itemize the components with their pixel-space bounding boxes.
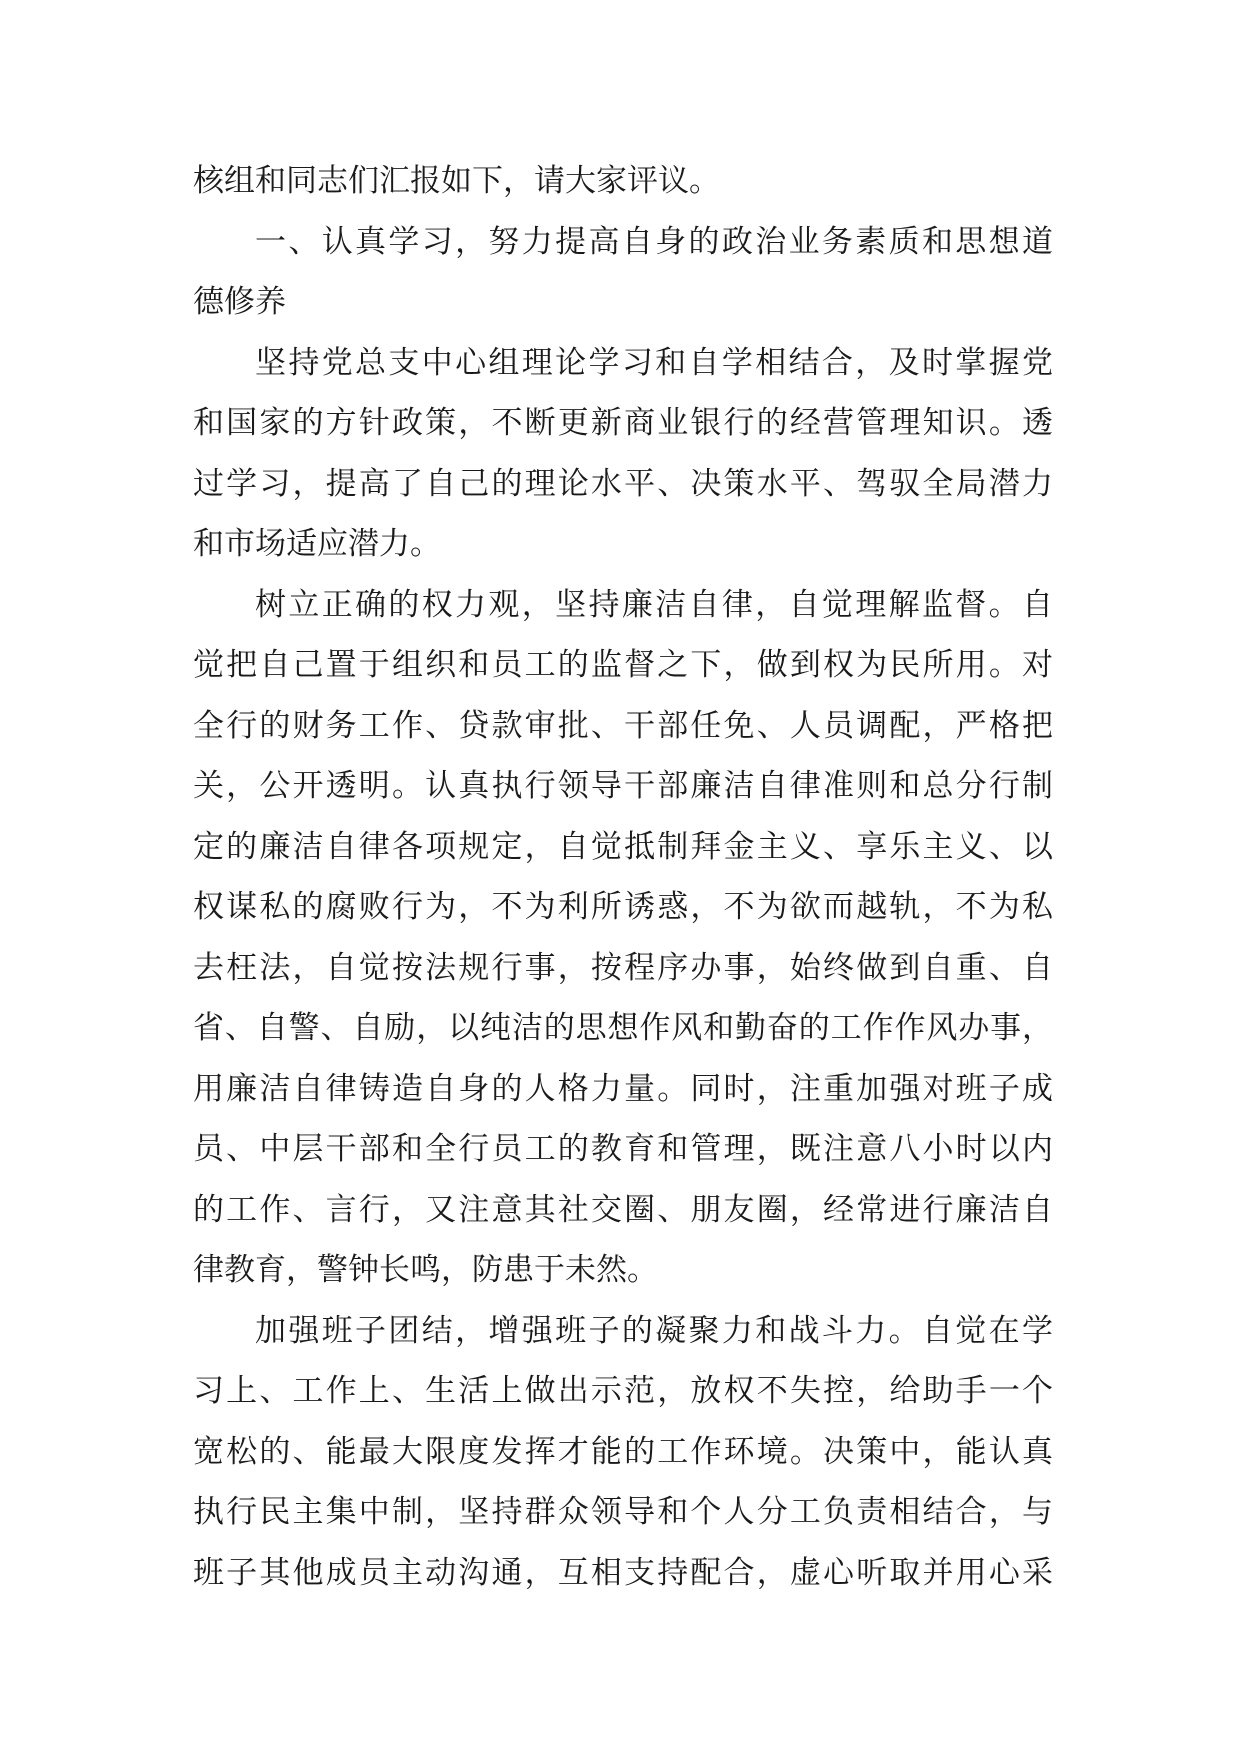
text-line: 一、认真学习，努力提高自身的政治业务素质和思想道 [255, 223, 1053, 260]
text-line: 关，公开透明。认真执行领导干部廉洁自律准则和总分行制 [193, 768, 1053, 804]
text-line: 律教育，警钟长鸣，防患于未然。 [193, 1252, 658, 1288]
text-line: 班子其他成员主动沟通，互相支持配合，虚心听取并用心采 [193, 1554, 1053, 1591]
text-line: 过学习，提高了自己的理论水平、决策水平、驾驭全局潜力 [193, 465, 1053, 502]
text-line: 和市场适应潜力。 [193, 526, 441, 562]
text-line: 的工作、言行，又注意其社交圈、朋友圈，经常进行廉洁自 [193, 1191, 1053, 1228]
text-line: 去枉法，自觉按法规行事，按程序办事，始终做到自重、自 [193, 949, 1053, 986]
text-line: 用廉洁自律铸造自身的人格力量。同时，注重加强对班子成 [193, 1070, 1053, 1107]
text-line: 权谋私的腐败行为，不为利所诱惑，不为欲而越轨，不为私 [193, 889, 1053, 925]
text-line: 员、中层干部和全行员工的教育和管理，既注意八小时以内 [193, 1131, 1053, 1167]
text-line: 核组和同志们汇报如下，请大家评议。 [193, 163, 720, 199]
text-line: 加强班子团结，增强班子的凝聚力和战斗力。自觉在学 [255, 1312, 1053, 1349]
text-line: 全行的财务工作、贷款审批、干部任免、人员调配，严格把 [193, 707, 1053, 744]
text-line: 宽松的、能最大限度发挥才能的工作环境。决策中，能认真 [193, 1433, 1053, 1470]
text-line: 习上、工作上、生活上做出示范，放权不失控，给助手一个 [193, 1373, 1053, 1409]
text-line: 树立正确的权力观，坚持廉洁自律，自觉理解监督。自 [255, 586, 1053, 623]
text-line: 德修养 [193, 284, 286, 320]
text-line: 觉把自己置于组织和员工的监督之下，做到权为民所用。对 [193, 647, 1053, 683]
text-line: 定的廉洁自律各项规定，自觉抵制拜金主义、享乐主义、以 [193, 828, 1053, 865]
text-line: 执行民主集中制，坚持群众领导和个人分工负责相结合，与 [193, 1494, 1053, 1530]
text-line: 省、自警、自励，以纯洁的思想作风和勤奋的工作作风办事， [193, 1010, 1053, 1046]
text-line: 坚持党总支中心组理论学习和自学相结合，及时掌握党 [255, 344, 1053, 381]
document-body [193, 151, 1053, 1603]
text-line: 和国家的方针政策，不断更新商业银行的经营管理知识。透 [193, 405, 1053, 441]
